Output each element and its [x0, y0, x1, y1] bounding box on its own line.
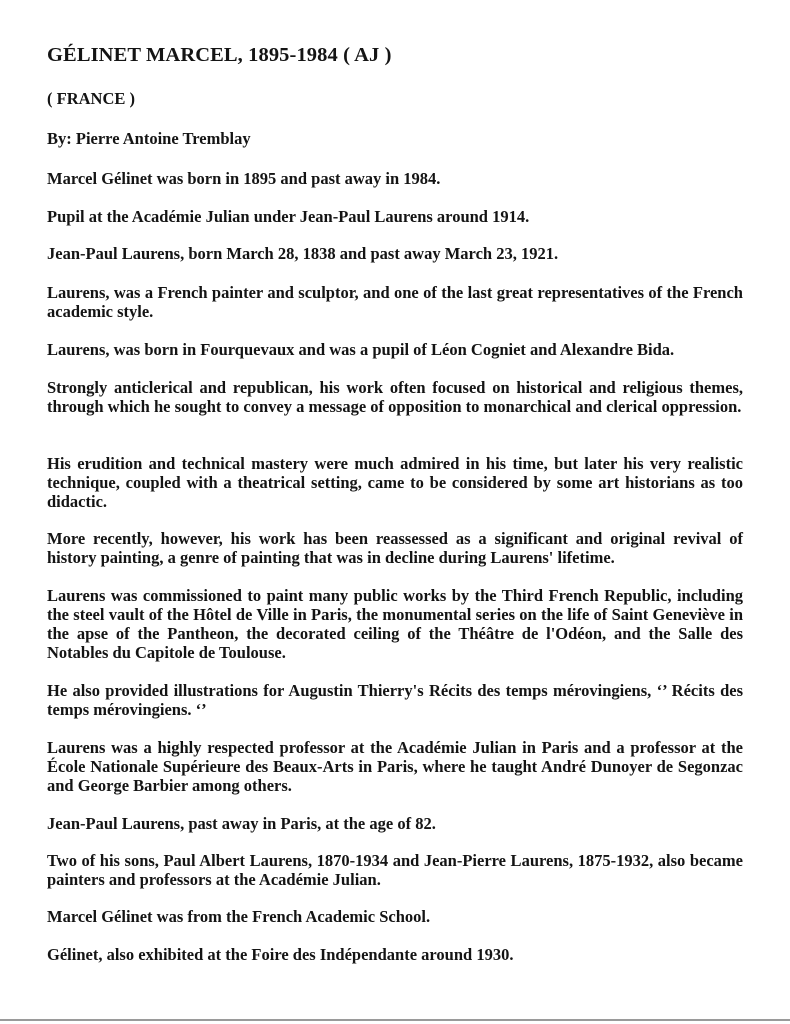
author-line: By: Pierre Antoine Tremblay [47, 129, 251, 148]
country-label: ( FRANCE ) [47, 89, 135, 108]
paragraph-illustrations: He also provided illustrations for Augustin Thierry's Récits des temps mérovingiens, ‘’ Récits des temps mérovingiens. ‘’ [47, 681, 743, 719]
paragraph-commissions: Laurens was commissioned to paint many public works by the Third French Republic, including the steel vault of the Hôtel de Ville in Paris, the monumental series on the life of Saint Geneviève in the apse of the Pantheon, the decorated ceiling of the Théâtre de l'Odéon, and the Salle des Notables du Capitole de Toulouse. [47, 586, 743, 662]
paragraph-sons: Two of his sons, Paul Albert Laurens, 1870-1934 and Jean-Pierre Laurens, 1875-1932, also became painters and professors at the Académie Julian. [47, 851, 743, 889]
bottom-divider [0, 1019, 790, 1021]
document-title: GÉLINET MARCEL, 1895-1984 ( AJ ) [47, 44, 392, 66]
paragraph-laurens-style: Laurens, was a French painter and sculptor, and one of the last great representatives of the French academic style. [47, 283, 743, 321]
paragraph-pupil: Pupil at the Académie Julian under Jean-Paul Laurens around 1914. [47, 207, 530, 226]
paragraph-exhibited: Gélinet, also exhibited at the Foire des Indépendante around 1930. [47, 945, 514, 964]
paragraph-erudition: His erudition and technical mastery were much admired in his time, but later his very realistic technique, coupled with a theatrical setting, came to be considered by some art historians as too didactic. [47, 454, 743, 511]
paragraph-professor: Laurens was a highly respected professor at the Académie Julian in Paris and a professor at the École Nationale Supérieure des Beaux-Arts in Paris, where he taught André Dunoyer de Segonzac and George Barbier among others. [47, 738, 743, 795]
paragraph-anticlerical: Strongly anticlerical and republican, his work often focused on historical and religious themes, through which he sought to convey a message of opposition to monarchical and clerical oppression. [47, 378, 743, 416]
paragraph-laurens-birthplace: Laurens, was born in Fourquevaux and was a pupil of Léon Cogniet and Alexandre Bida. [47, 340, 675, 359]
paragraph-laurens-dates: Jean-Paul Laurens, born March 28, 1838 and past away March 23, 1921. [47, 244, 559, 263]
paragraph-reassessed: More recently, however, his work has been reassessed as a significant and original revival of history painting, a genre of painting that was in decline during Laurens' lifetime. [47, 529, 743, 567]
paragraph-school: Marcel Gélinet was from the French Academic School. [47, 907, 431, 926]
paragraph-birth-death: Marcel Gélinet was born in 1895 and past away in 1984. [47, 169, 441, 188]
paragraph-laurens-death: Jean-Paul Laurens, past away in Paris, at the age of 82. [47, 814, 436, 833]
